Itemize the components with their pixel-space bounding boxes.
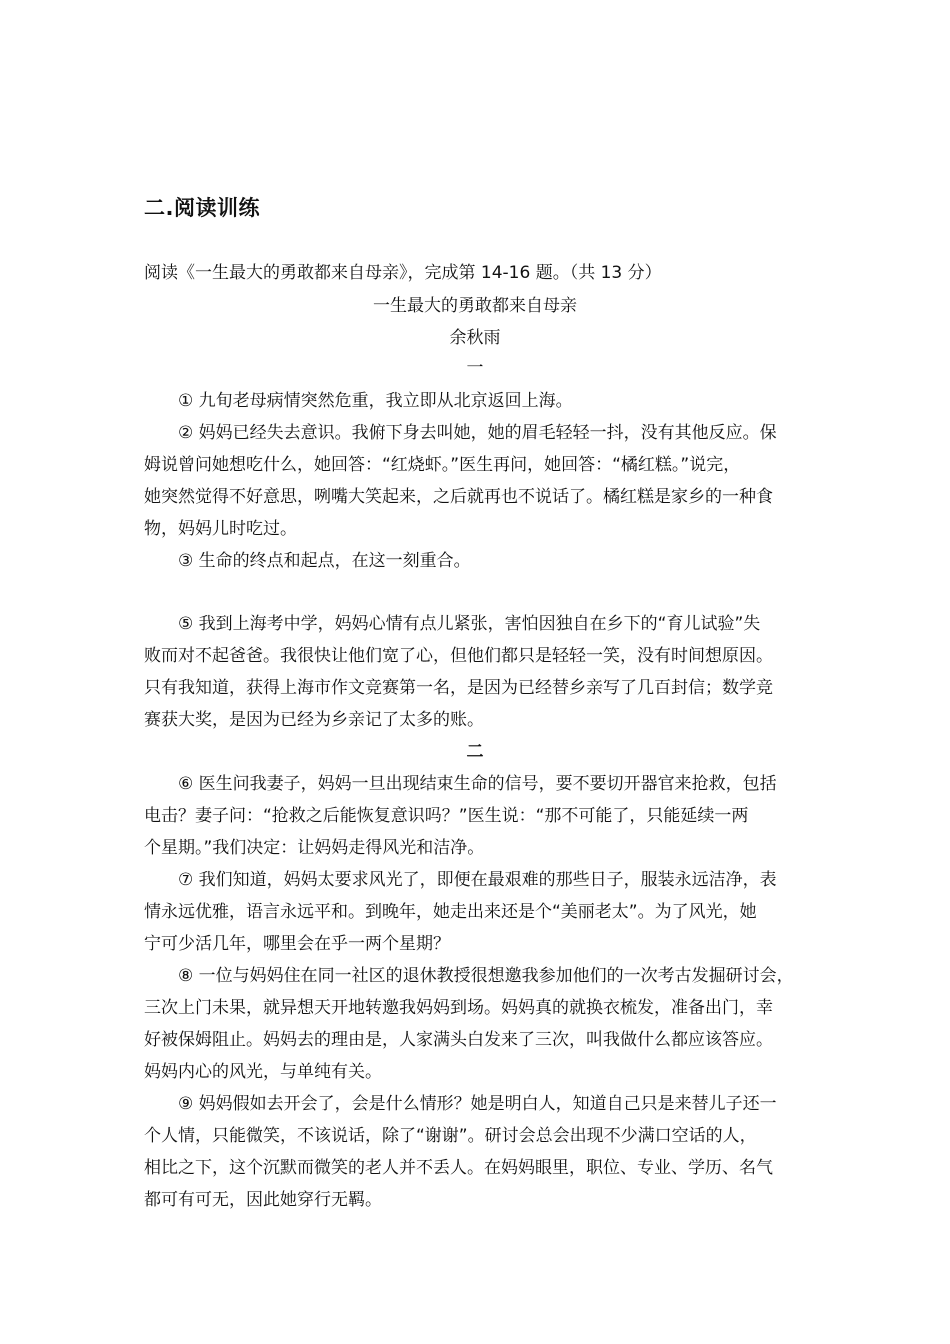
paragraph-9-line-3: 相比之下，这个沉默而微笑的老人并不丢人。在妈妈眼里，职位、专业、学历、名气	[144, 1158, 773, 1178]
article-title: 一生最大的勇敢都来自母亲	[373, 296, 577, 316]
paragraph-2-line-3: 她突然觉得不好意思，咧嘴大笑起来，之后就再也不说话了。橘红糕是家乡的一种食	[144, 487, 773, 507]
paragraph-7-line-2: 情永远优雅，语言永远平和。到晚年，她走出来还是个“美丽老太”。为了风光，她	[144, 902, 757, 922]
paragraph-5-line-1: ⑤ 我到上海考中学，妈妈心情有点儿紧张，害怕因独自在乡下的“育儿试验”失	[178, 614, 761, 634]
part-two-marker: 二	[466, 742, 484, 762]
paragraph-8-line-2: 三次上门未果，就异想天开地转邀我妈妈到场。妈妈真的就换衣梳发，准备出门，幸	[144, 998, 773, 1018]
article-author: 余秋雨	[449, 328, 501, 348]
paragraph-9-line-4: 都可有可无，因此她穿行无羁。	[144, 1190, 382, 1210]
paragraph-1-line-1: ① 九旬老母病情突然危重，我立即从北京返回上海。	[178, 391, 573, 411]
paragraph-5-line-3: 只有我知道，获得上海市作文竞赛第一名，是因为已经替乡亲写了几百封信；数学竞	[144, 678, 773, 698]
paragraph-2-line-1: ② 妈妈已经失去意识。我俯下身去叫她，她的眉毛轻轻一抖，没有其他反应。保	[178, 423, 777, 443]
paragraph-2-line-4: 物，妈妈儿时吃过。	[144, 519, 297, 539]
section-heading: 二.阅读训练	[144, 196, 260, 220]
paragraph-6-line-1: ⑥ 医生问我妻子，妈妈一旦出现结束生命的信号，要不要切开器官来抢救，包括	[178, 774, 777, 794]
paragraph-9-line-2: 个人情，只能微笑，不该说话，除了“谢谢”。研讨会总会出现不少满口空话的人，	[144, 1126, 757, 1146]
paragraph-7-line-3: 宁可少活几年，哪里会在乎一两个星期？	[144, 934, 450, 954]
reading-instruction: 阅读《一生最大的勇敢都来自母亲》，完成第 14-16 题。（共 13 分）	[144, 263, 662, 283]
paragraph-9-line-1: ⑨ 妈妈假如去开会了，会是什么情形？她是明白人，知道自己只是来替儿子还一	[178, 1094, 777, 1114]
paragraph-7-line-1: ⑦ 我们知道，妈妈太要求风光了，即便在最艰难的那些日子，服装永远洁净，表	[178, 870, 777, 890]
paragraph-8-line-1: ⑧ 一位与妈妈住在同一社区的退休教授很想邀我参加他们的一次考古发掘研讨会，	[178, 966, 794, 986]
paragraph-8-line-3: 好被保姆阻止。妈妈去的理由是，人家满头白发来了三次，叫我做什么都应该答应。	[144, 1030, 773, 1050]
paragraph-3-line-1: ③ 生命的终点和起点，在这一刻重合。	[178, 551, 471, 571]
paragraph-2-line-2: 姆说曾问她想吃什么，她回答：“红烧虾。”医生再问，她回答：“橘红糕。”说完，	[144, 455, 741, 475]
paragraph-5-line-2: 败而对不起爸爸。我很快让他们宽了心，但他们都只是轻轻一笑，没有时间想原因。	[144, 646, 773, 666]
paragraph-8-line-4: 妈妈内心的风光，与单纯有关。	[144, 1062, 382, 1082]
paragraph-6-line-2: 电击？妻子问：“抢救之后能恢复意识吗？”医生说：“那不可能了，只能延续一两	[144, 806, 749, 826]
paragraph-6-line-3: 个星期。”我们决定：让妈妈走得风光和洁净。	[144, 838, 485, 858]
paragraph-5-line-4: 赛获大奖，是因为已经为乡亲记了太多的账。	[144, 710, 484, 730]
part-one-marker: 一	[466, 358, 484, 378]
